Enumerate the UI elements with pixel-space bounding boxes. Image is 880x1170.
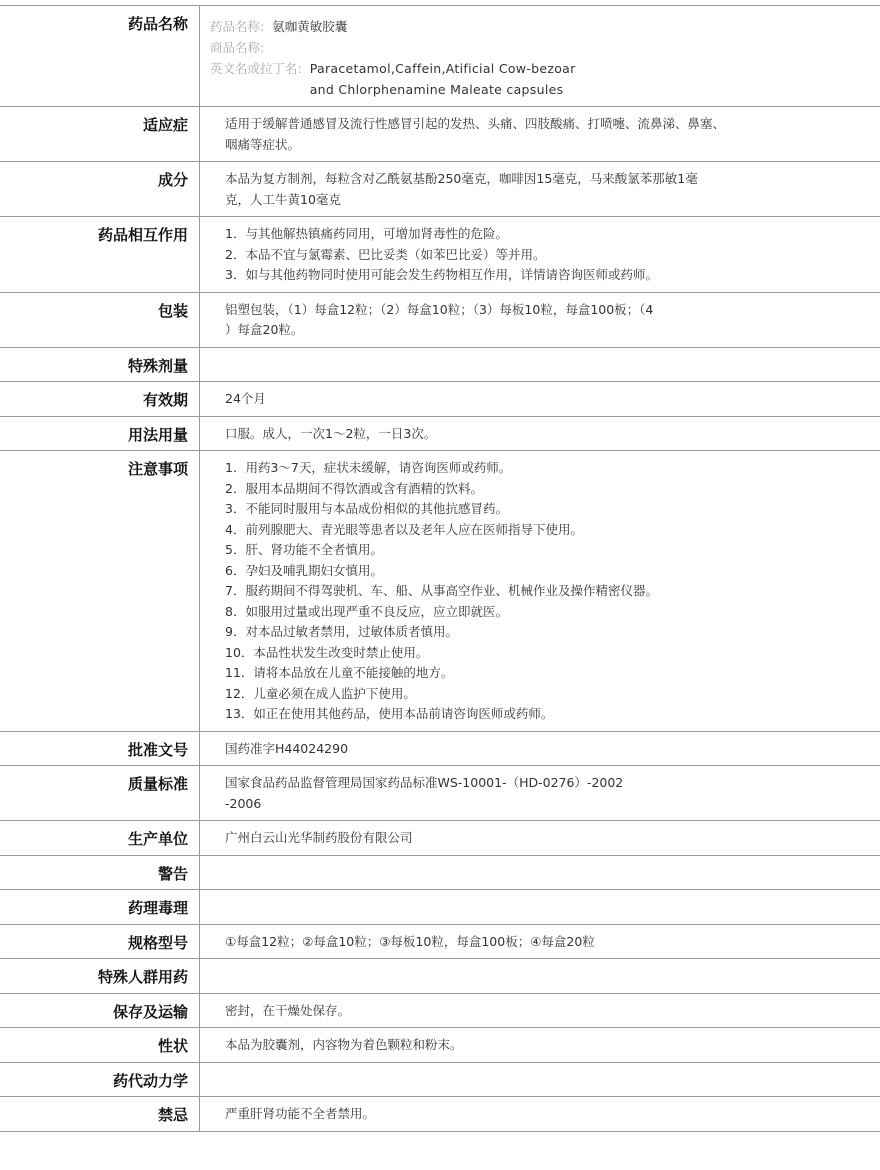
section-row (0, 732, 880, 767)
section-line: 铝塑包装，（1）每盒12粒；（2）每盒10粒；（3）每板10粒，每盒100板；（4 (225, 301, 654, 317)
section-label: 特殊人群用药 (0, 959, 200, 993)
section-line: 适用于缓解普通感冒及流行性感冒引起的发热、头痛、四肢酸痛、打喷嚏、流鼻涕、鼻塞、 (225, 116, 726, 131)
section-line: 咽痛等症状。 (225, 136, 301, 152)
trade-name-label: 商品名称: (210, 40, 265, 55)
section-label: 批准文号 (0, 732, 200, 766)
section-value (200, 348, 880, 382)
section-line: 3．不能同时服用与本品成份相似的其他抗感冒药。 (225, 501, 508, 516)
section-row (0, 451, 880, 732)
section-row (0, 382, 880, 417)
english-name-line: and Chlorphenamine Maleate capsules (309, 82, 564, 97)
section-line: 国药准字H44024290 (225, 740, 349, 756)
section-line: 国家食品药品监督管理局国家药品标准WS-10001-（HD-0276）-2002 (225, 775, 624, 790)
section-value (200, 890, 880, 924)
section-line: 严重肝肾功能不全者禁用。 (225, 1106, 376, 1121)
section-label: 性状 (0, 1028, 200, 1062)
section-value (200, 1097, 880, 1131)
section-row (0, 293, 880, 348)
section-line: ①每盒12粒；②每盒10粒；③每板10粒，每盒100板；④每盒20粒 (225, 933, 595, 949)
generic-name-label: 药品名称: (210, 19, 265, 34)
section-line (225, 966, 856, 987)
section-value (200, 994, 880, 1028)
section-row (0, 348, 880, 383)
section-label: 成分 (0, 162, 200, 216)
section-row (0, 959, 880, 994)
section-row (0, 1028, 880, 1063)
section-value (200, 766, 880, 820)
section-label: 有效期 (0, 382, 200, 416)
section-label: 药代动力学 (0, 1063, 200, 1097)
drug-name-values (200, 6, 576, 106)
section-value (200, 162, 880, 216)
section-label: 注意事项 (0, 451, 200, 731)
section-line: 本品为复方制剂，每粒含对乙酰氨基酚250毫克，咖啡因15毫克，马来酸氯苯那敏1毫 (225, 171, 698, 186)
section-label: 特殊剂量 (0, 348, 200, 382)
sections (0, 107, 880, 1132)
section-row (0, 766, 880, 821)
section-line: 2．服用本品期间不得饮酒或含有酒精的饮料。 (225, 480, 483, 496)
section-row (0, 162, 880, 217)
section-value (200, 959, 880, 993)
section-value (200, 382, 880, 416)
section-value (200, 417, 880, 451)
section-line (225, 1070, 856, 1091)
section-line: 8．如服用过量或出现严重不良反应，应立即就医。 (225, 603, 508, 619)
section-line: 口服。成人，一次1～2粒，一日3次。 (225, 425, 437, 441)
section-line: 1．与其他解热镇痛药同用，可增加肾毒性的危险。 (225, 226, 508, 241)
english-name-label: 英文名或拉丁名: (210, 61, 302, 76)
english-name-line: Paracetamol,Caffein,Atificial Cow-bezoar (309, 61, 576, 76)
drug-name-label: 药品名称 (0, 6, 200, 106)
section-label: 用法用量 (0, 417, 200, 451)
section-label: 生产单位 (0, 821, 200, 855)
section-line: 6．孕妇及哺乳期妇女慎用。 (225, 562, 383, 578)
section-label: 警告 (0, 856, 200, 890)
section-row (0, 107, 880, 162)
section-line: 10．本品性状发生改变时禁止使用。 (225, 644, 429, 660)
section-value (200, 856, 880, 890)
section-line (225, 897, 856, 918)
section-line: 12．儿童必须在成人监护下使用。 (225, 685, 416, 701)
section-value (200, 732, 880, 766)
section-label: 包装 (0, 293, 200, 347)
section-line: 2．本品不宜与氯霉素、巴比妥类（如苯巴比妥）等并用。 (225, 246, 546, 262)
section-line (225, 863, 856, 884)
section-label: 规格型号 (0, 925, 200, 959)
section-row (0, 217, 880, 293)
section-label: 药品相互作用 (0, 217, 200, 292)
section-value (200, 821, 880, 855)
section-line: ）每盒20粒。 (225, 322, 304, 337)
section-line: 4．前列腺肥大、青光眼等患者以及老年人应在医师指导下使用。 (225, 521, 583, 537)
section-value (200, 217, 880, 292)
section-line: 11．请将本品放在儿童不能接触的地方。 (225, 665, 454, 680)
english-name-value (310, 58, 576, 100)
generic-name-value: 氨咖黄敏胶囊 (272, 19, 348, 34)
drug-info-table (0, 5, 880, 1132)
section-value (200, 107, 880, 161)
section-line: 1．用药3～7天，症状未缓解，请咨询医师或药师。 (225, 460, 512, 475)
section-line: 5．肝、肾功能不全者慎用。 (225, 542, 383, 557)
section-row (0, 856, 880, 891)
section-line: 9．对本品过敏者禁用，过敏体质者慎用。 (225, 624, 458, 639)
section-line: 广州白云山光华制药股份有限公司 (225, 830, 413, 845)
section-label: 药理毒理 (0, 890, 200, 924)
section-value (200, 1063, 880, 1097)
section-row (0, 890, 880, 925)
section-line: 克，人工牛黄10毫克 (225, 191, 341, 207)
section-label: 保存及运输 (0, 994, 200, 1028)
section-line: 13．如正在使用其他药品，使用本品前请咨询医师或药师。 (225, 706, 554, 721)
drug-name-row (0, 6, 880, 107)
section-line: 7．服药期间不得驾驶机、车、船、从事高空作业、机械作业及操作精密仪器。 (225, 583, 658, 598)
section-row (0, 994, 880, 1029)
section-value (200, 293, 880, 347)
section-value (200, 1028, 880, 1062)
section-row (0, 1063, 880, 1098)
section-line: 24个月 (225, 391, 266, 406)
section-value (200, 451, 880, 731)
section-line: 密封，在干燥处保存。 (225, 1002, 351, 1018)
section-label: 适应症 (0, 107, 200, 161)
section-row (0, 821, 880, 856)
section-row (0, 925, 880, 960)
section-line: 本品为胶囊剂，内容物为着色颗粒和粉末。 (225, 1037, 463, 1052)
section-row (0, 1097, 880, 1132)
section-label: 禁忌 (0, 1097, 200, 1131)
section-row (0, 417, 880, 452)
section-label: 质量标准 (0, 766, 200, 820)
section-line: 3．如与其他药物同时使用可能会发生药物相互作用，详情请咨询医师或药师。 (225, 267, 658, 282)
section-line (225, 355, 856, 376)
section-line: -2006 (225, 795, 262, 811)
section-value (200, 925, 880, 959)
